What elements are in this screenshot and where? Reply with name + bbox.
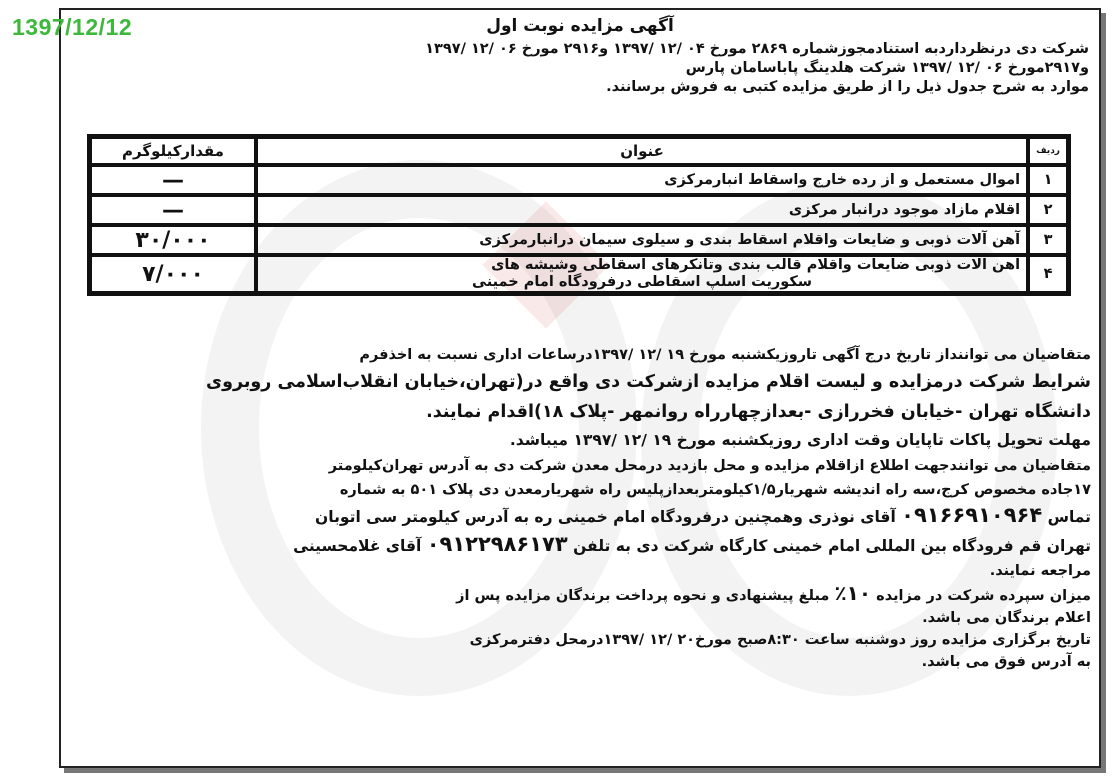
row-title [256,255,1028,293]
row-quantity: — [90,195,256,225]
date-stamp: 1397/12/12 [12,14,133,40]
deposit-text: میزان سپرده شرکت در مزایده [876,588,1091,604]
intro-paragraph [79,40,1089,97]
header-title: عنوان [256,137,1028,165]
deposit-text: مبلغ پیشنهادی و نحوه پرداخت برندگان مزایده پس از [456,588,830,604]
table-row [90,195,1068,225]
row-quantity: ۷/۰۰۰ [90,255,256,293]
body-line [71,502,1091,531]
row-number: ۳ [1028,225,1068,255]
body-line: ۱۷جاده مخصوص کرج،سه راه اندیشه شهریار۱/۵کیلومتربعدازپلیس راه شهریارمعدن دی پلاک ۵۰۱ به شماره [339,482,1091,498]
table-header-row [90,137,1068,165]
body-line: مراجعه نمایند. [989,563,1091,579]
intro-line: شرکت دی درنظرداردبه استنادمجوزشماره ۲۸۶۹ مورخ ۰۴ /۱۲ /۱۳۹۷ و۲۹۱۶ مورخ ۰۶ /۱۲ /۱۳۹۷ [425,41,1089,57]
deposit-percent: ۱۰٪ [834,581,872,605]
body-line: تاریخ برگزاری مزایده روز دوشنبه ساعت ۸:۳۰صبح مورخ۲۰ /۱۲ /۱۳۹۷درمحل دفترمرکزی [469,632,1091,648]
notice-frame [59,8,1101,768]
row-number: ۴ [1028,255,1068,293]
table-row [90,165,1068,195]
row-title-line: آهن آلات ذوبی ضایعات واقلام قالب بندی وتانکرهای اسقاطی وشیشه های [491,257,1021,273]
intro-line: و۲۹۱۷مورخ ۰۶ /۱۲ /۱۳۹۷ شرکت هلدینگ پاباسامان پارس [685,60,1089,76]
row-quantity: ۳۰/۰۰۰ [90,225,256,255]
row-title: آهن آلات ذوبی و ضایعات واقلام اسقاط بندی و سیلوی سیمان درانبارمرکزی [256,225,1028,255]
notice-body [71,343,1091,673]
row-number: ۱ [1028,165,1068,195]
row-title: اموال مستعمل و از رده خارج واسقاط انبارمرکزی [256,165,1028,195]
items-table [87,134,1071,296]
body-line: متقاضیان می توانندجهت اطلاع ازاقلام مزایده و محل بازدید درمحل معدن شرکت دی به آدرس تهران‌کیلومتر [328,458,1091,474]
phone-number: ۰۹۱۶۶۹۱۰۹۶۴ [901,503,1043,527]
header-quantity: مقدارکیلوگرم [90,137,256,165]
contact-text: تهران قم فرودگاه بین المللی امام خمینی کارگاه شرکت دی به تلفن [573,537,1091,555]
row-title-line: سکوریت اسلپ اسقاطی درفرودگاه امام خمینی [472,274,813,290]
row-title: اقلام مازاد موجود درانبار مرکزی [256,195,1028,225]
row-number: ۲ [1028,195,1068,225]
header-row-number: ردیف [1028,137,1068,165]
body-line: دانشگاه تهران -خیابان فخررازی -بعدازچهارراه روانمهر -پلاک ۱۸)اقدام نمایند. [426,402,1091,422]
body-line: اعلام برندگان می باشد. [922,610,1091,626]
row-quantity: — [90,165,256,195]
contact-text: آقای نوذری وهمچنین درفرودگاه امام خمینی ره به آدرس کیلومتر سی اتوبان [315,508,896,526]
phone-number: ۰۹۱۲۲۹۸۶۱۷۳ [426,532,568,556]
notice-title: آگهی مزایده نوبت اول [486,16,674,36]
table-row [90,255,1068,293]
body-line: شرایط شرکت درمزایده و لیست اقلام مزایده ازشرکت دی واقع در(تهران،خیابان انقلاب‌اسلامی روبروی [206,372,1091,392]
table-row [90,225,1068,255]
body-line [71,582,1091,607]
body-line: مهلت تحویل پاکات تاپایان وقت اداری روزیکشنبه مورخ ۱۹ /۱۲ /۱۳۹۷ میباشد. [509,431,1091,449]
body-line: به آدرس فوق می باشد. [921,654,1091,670]
contact-text: آقای غلامحسینی [293,537,422,555]
intro-line: موارد به شرح جدول ذیل را از طریق مزایده کتبی به فروش برسانند. [606,79,1089,95]
contact-label: تماس [1047,508,1091,526]
notice-content [61,10,1099,766]
body-line [71,531,1091,560]
body-line: متقاضیان می تواننداز تاریخ درج آگهی تاروزیکشنبه مورخ ۱۹ /۱۲ /۱۳۹۷درساعات اداری نسبت به اخذفرم [359,347,1091,363]
